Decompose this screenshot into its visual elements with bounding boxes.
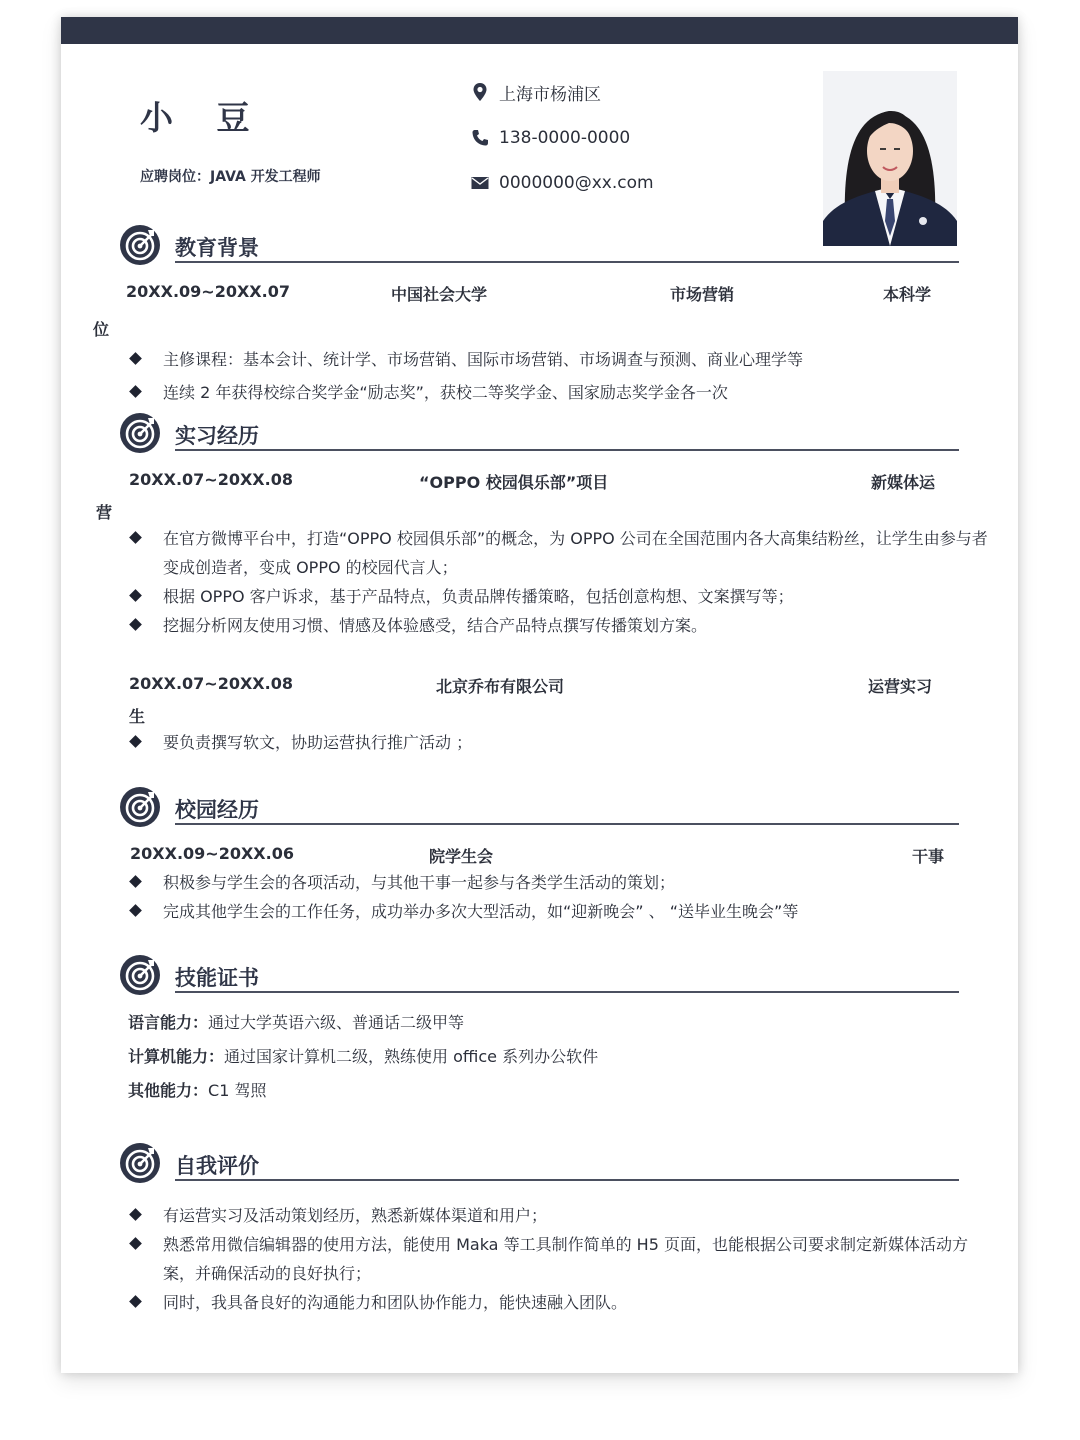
list-item: 完成其他学生会的工作任务，成功举办多次大型活动，如“迎新晚会” 、 “送毕业生晚会”等 — [128, 897, 993, 926]
target-icon — [119, 1142, 161, 1184]
internship-title: 实习经历 — [175, 424, 259, 448]
list-item: 根据 OPPO 客户诉求，基于产品特点，负责品牌传播策略，包括创意构想、文案撰写等； — [128, 582, 993, 611]
address-text: 上海市杨浦区 — [499, 84, 601, 105]
diamond-bullet-icon — [129, 875, 142, 888]
position-label: 应聘岗位： — [140, 169, 210, 185]
internship-1-date: 20XX.07~20XX.08 — [129, 470, 293, 489]
email-text: 0000000@xx.com — [499, 173, 654, 193]
education-title: 教育背景 — [175, 236, 259, 260]
section-divider — [175, 991, 959, 993]
diamond-bullet-icon — [129, 589, 142, 602]
diamond-bullet-icon — [129, 735, 142, 748]
internship-2-date: 20XX.07~20XX.08 — [129, 674, 293, 693]
section-divider — [175, 823, 959, 825]
phone-text: 138-0000-0000 — [499, 128, 631, 148]
diamond-bullet-icon — [129, 385, 142, 398]
skill-other: 其他能力：C1 驾照 — [128, 1081, 267, 1100]
diamond-bullet-icon — [129, 618, 142, 631]
list-item: 在官方微博平台中，打造“OPPO 校园俱乐部”的概念，为 OPPO 公司在全国范围内各大高集结粉丝，让学生由参与者变成创造者，变成 OPPO 的校园代言人； — [128, 524, 993, 582]
portrait-photo — [823, 71, 957, 246]
list-item: 挖掘分析网友使用习惯、情感及体验感受，结合产品特点撰写传播策划方案。 — [128, 611, 993, 640]
mail-icon — [467, 170, 493, 196]
target-icon — [119, 954, 161, 996]
location-pin-icon — [467, 79, 493, 105]
internship-2-role: 运营实习 — [868, 677, 933, 696]
internship-1-org: “OPPO 校园俱乐部”项目 — [419, 473, 609, 492]
skills-section-title — [119, 954, 959, 1004]
diamond-bullet-icon — [129, 352, 142, 365]
internship-section-title — [119, 412, 959, 462]
target-icon — [119, 786, 161, 828]
education-degree: 本科学 — [883, 285, 932, 304]
campus-role: 干事 — [912, 847, 945, 866]
internship-1-role-wrap: 营 — [96, 503, 113, 522]
campus-section-title — [119, 786, 959, 836]
list-item: 同时，我具备良好的沟通能力和团队协作能力，能快速融入团队。 — [128, 1288, 993, 1317]
education-school: 中国社会大学 — [391, 285, 488, 304]
list-item: 连续 2 年获得校综合奖学金“励志奖”，获校二等奖学金、国家励志奖学金各一次 — [128, 378, 993, 407]
skill-language: 语言能力：通过大学英语六级、普通话二级甲等 — [128, 1013, 465, 1032]
contact-address — [467, 79, 601, 105]
list-item: 熟悉常用微信编辑器的使用方法，能使用 Maka 等工具制作简单的 H5 页面，也能根据公司要求制定新媒体活动方案，并确保活动的良好执行； — [128, 1230, 993, 1288]
self-eval-title: 自我评价 — [175, 1154, 259, 1178]
diamond-bullet-icon — [129, 1237, 142, 1250]
section-divider — [175, 261, 959, 263]
applied-position — [140, 166, 321, 186]
education-degree-wrap: 位 — [93, 320, 110, 339]
diamond-bullet-icon — [129, 904, 142, 917]
section-divider — [175, 449, 959, 451]
skills-title: 技能证书 — [175, 966, 259, 990]
target-icon — [119, 412, 161, 454]
internship-2-role-wrap: 生 — [129, 707, 146, 726]
diamond-bullet-icon — [129, 1295, 142, 1308]
education-date: 20XX.09~20XX.07 — [126, 282, 290, 301]
self-eval-section-title — [119, 1142, 959, 1192]
applicant-name: 小 豆 — [140, 98, 266, 137]
skill-computer: 计算机能力：通过国家计算机二级，熟练使用 office 系列办公软件 — [128, 1047, 599, 1066]
contact-phone — [467, 125, 630, 151]
list-item: 积极参与学生会的各项活动，与其他干事一起参与各类学生活动的策划； — [128, 868, 993, 897]
position-value: JAVA 开发工程师 — [210, 169, 321, 185]
resume-page — [61, 17, 1018, 1373]
diamond-bullet-icon — [129, 1208, 142, 1221]
internship-1-role: 新媒体运 — [871, 473, 936, 492]
list-item: 有运营实习及活动策划经历，熟悉新媒体渠道和用户； — [128, 1201, 993, 1230]
phone-icon — [467, 125, 493, 151]
top-accent-bar — [61, 17, 1018, 44]
list-item: 要负责撰写软文，协助运营执行推广活动 ； — [128, 728, 993, 757]
internship-2-org: 北京乔布有限公司 — [436, 677, 565, 696]
campus-title: 校园经历 — [175, 798, 259, 822]
diamond-bullet-icon — [129, 531, 142, 544]
campus-org: 院学生会 — [429, 847, 494, 866]
campus-date: 20XX.09~20XX.06 — [130, 844, 294, 863]
education-section-title — [119, 224, 959, 274]
section-divider — [175, 1179, 959, 1181]
list-item: 主修课程：基本会计、统计学、市场营销、国际市场营销、市场调查与预测、商业心理学等 — [128, 345, 993, 374]
contact-email — [467, 170, 654, 196]
education-major: 市场营销 — [670, 285, 735, 304]
target-icon — [119, 224, 161, 266]
